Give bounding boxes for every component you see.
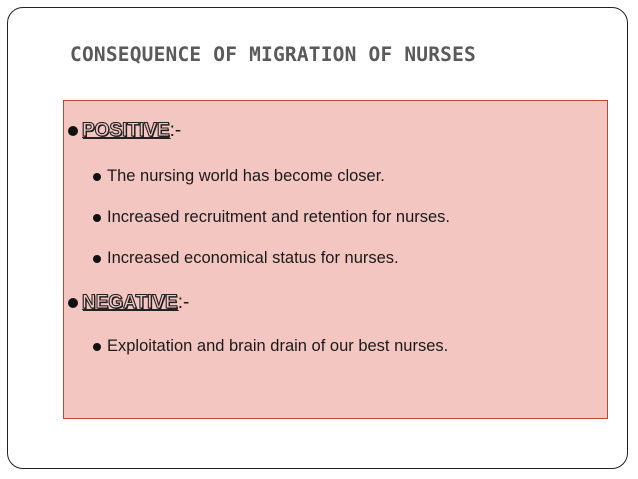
bullet-icon <box>68 126 78 136</box>
list-item <box>93 167 385 186</box>
positive-label: POSITIVE <box>82 120 170 141</box>
bullet-icon <box>93 214 101 222</box>
negative-heading <box>68 292 189 314</box>
list-item <box>93 208 450 227</box>
slide-title: CONSEQUENCE OF MIGRATION OF NURSES <box>70 43 476 66</box>
bullet-icon <box>93 343 101 351</box>
list-item-text: Increased recruitment and retention for nurses. <box>107 208 451 226</box>
list-item-text: Exploitation and brain drain of our best nurses. <box>107 337 449 355</box>
list-item <box>93 249 399 268</box>
positive-suffix: :- <box>169 120 182 141</box>
bullet-icon <box>93 173 101 181</box>
bullet-icon <box>93 255 101 263</box>
negative-suffix: :- <box>177 292 190 313</box>
negative-label: NEGATIVE <box>82 292 178 313</box>
list-item-text: Increased economical status for nurses. <box>107 249 399 267</box>
bullet-icon <box>68 298 78 308</box>
list-item-text: The nursing world has become closer. <box>107 167 385 185</box>
list-item <box>93 337 448 356</box>
positive-heading <box>68 120 181 142</box>
